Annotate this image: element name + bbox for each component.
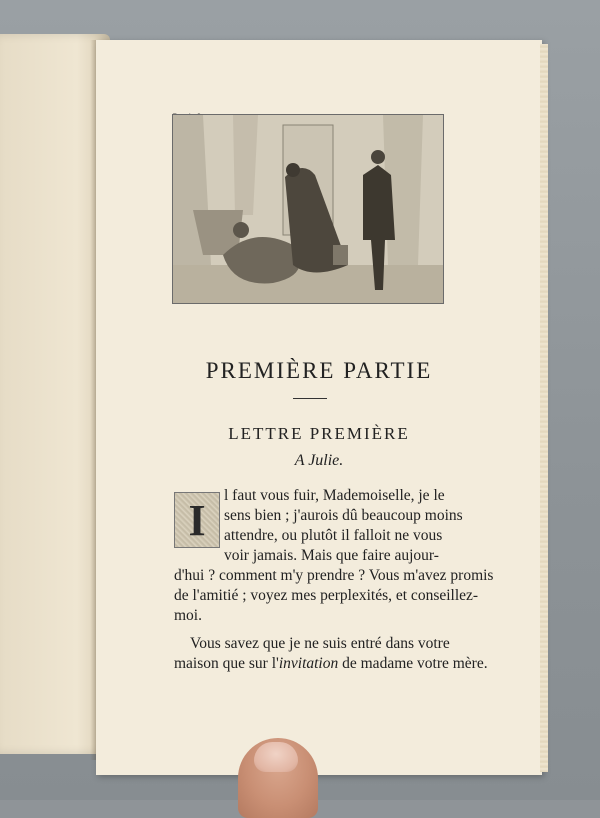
title-divider	[293, 398, 327, 399]
fingernail	[254, 742, 298, 772]
text-run: maison que sur l'	[174, 655, 279, 672]
body-line-last	[174, 654, 488, 674]
ornamental-dropcap: I	[174, 492, 220, 548]
italic-word: invitation	[278, 655, 339, 672]
body-line: sens bien ; j'aurois dû beaucoup moins	[224, 507, 463, 524]
engraving-drawing	[173, 115, 443, 303]
body-line: de l'amitié ; voyez mes perplexités, et conseillez-	[174, 587, 479, 604]
page-edge	[540, 44, 548, 772]
body-line: d'hui ? comment m'y prendre ? Vous m'avez promis	[174, 567, 494, 584]
body-line: l faut vous fuir, Mademoiselle, je le	[224, 487, 445, 504]
engraving-illustration	[172, 114, 444, 304]
part-title: PREMIÈRE PARTIE	[205, 358, 433, 383]
body-line: attendre, ou plutôt il falloit ne vous	[224, 527, 443, 544]
body-line: voir jamais. Mais que faire aujour-	[224, 547, 439, 564]
letter-title: LETTRE PREMIÈRE	[228, 424, 410, 443]
body-line: moi.	[174, 607, 202, 624]
text-run: de madame votre mère.	[338, 655, 488, 672]
letter-recipient: A Julie.	[294, 452, 344, 469]
right-page	[96, 40, 542, 775]
body-line: Vous savez que je ne suis entré dans votre	[190, 635, 450, 652]
